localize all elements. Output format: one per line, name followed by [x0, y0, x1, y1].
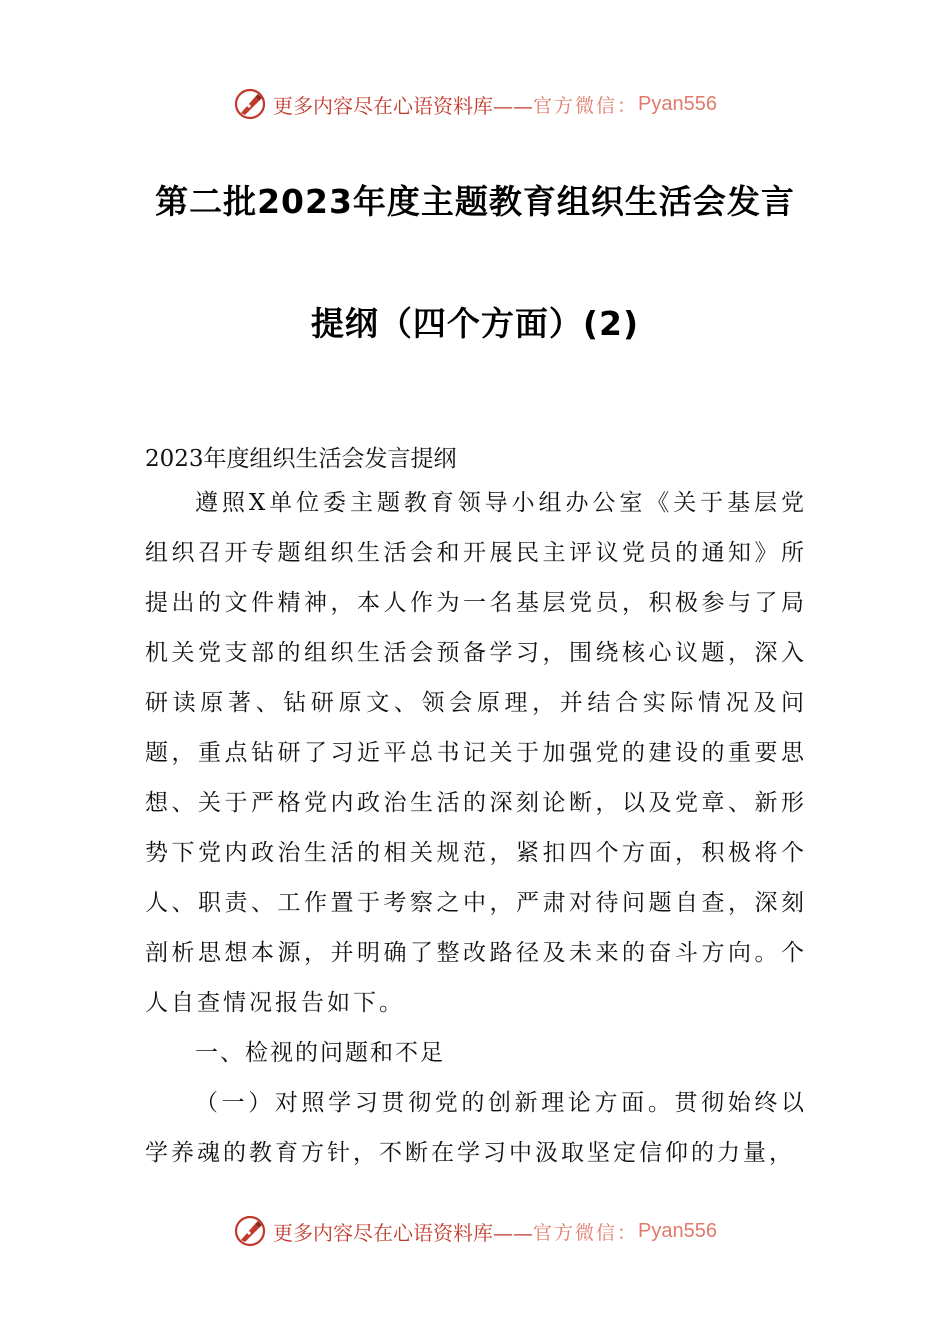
body-paragraph-section1: （一）对照学习贯彻党的创新理论方面。贯彻始终以学养魂的教育方针，不断在学习中汲取坚定信仰的力量， — [145, 1090, 807, 1166]
header-watermark-banner — [0, 82, 950, 126]
document-title-line1: 第二批2023年度主题教育组织生活会发言 — [155, 182, 795, 221]
pen-nib-icon — [233, 1214, 267, 1248]
footer-watermark-banner — [0, 1209, 950, 1253]
banner-text: 更多内容尽在心语资料库—— — [273, 1220, 533, 1245]
document-title-line2: 提纲（四个方面）(2) — [310, 304, 640, 343]
section-heading-1: 一、检视的问题和不足 — [195, 1040, 445, 1066]
banner-wechat-id: Pyan556 — [638, 92, 717, 115]
banner-wechat-id: Pyan556 — [638, 1219, 717, 1242]
pen-nib-icon — [233, 87, 267, 121]
body-paragraph-intro: 遵照X单位委主题教育领导小组办公室《关于基层党组织召开专题组织生活会和开展民主评议党员的通知》所提出的文件精神，本人作为一名基层党员，积极参与了局机关党支部的组织生活会预备学习，围绕核心议题，深入研读原著、钻研原文、领会原理，并结合实际情况及问题，重点钻研了习近平总书记关于加强党的建设的重要思想、关于严格党内政治生活的深刻论断，以及党章、新形势下党内政治生活的相关规范，紧扣四个方面，积极将个人、职责、工作置于考察之中，严肃对待问题自查，深刻剖析思想本源，并明确了整改路径及未来的奋斗方向。个人自查情况报告如下。 — [145, 490, 807, 1016]
banner-wechat-label: 官方微信： — [533, 94, 639, 117]
banner-text: 更多内容尽在心语资料库—— — [273, 93, 533, 118]
banner-wechat-label: 官方微信： — [533, 1221, 639, 1244]
document-subtitle: 2023年度组织生活会发言提纲 — [145, 446, 457, 472]
